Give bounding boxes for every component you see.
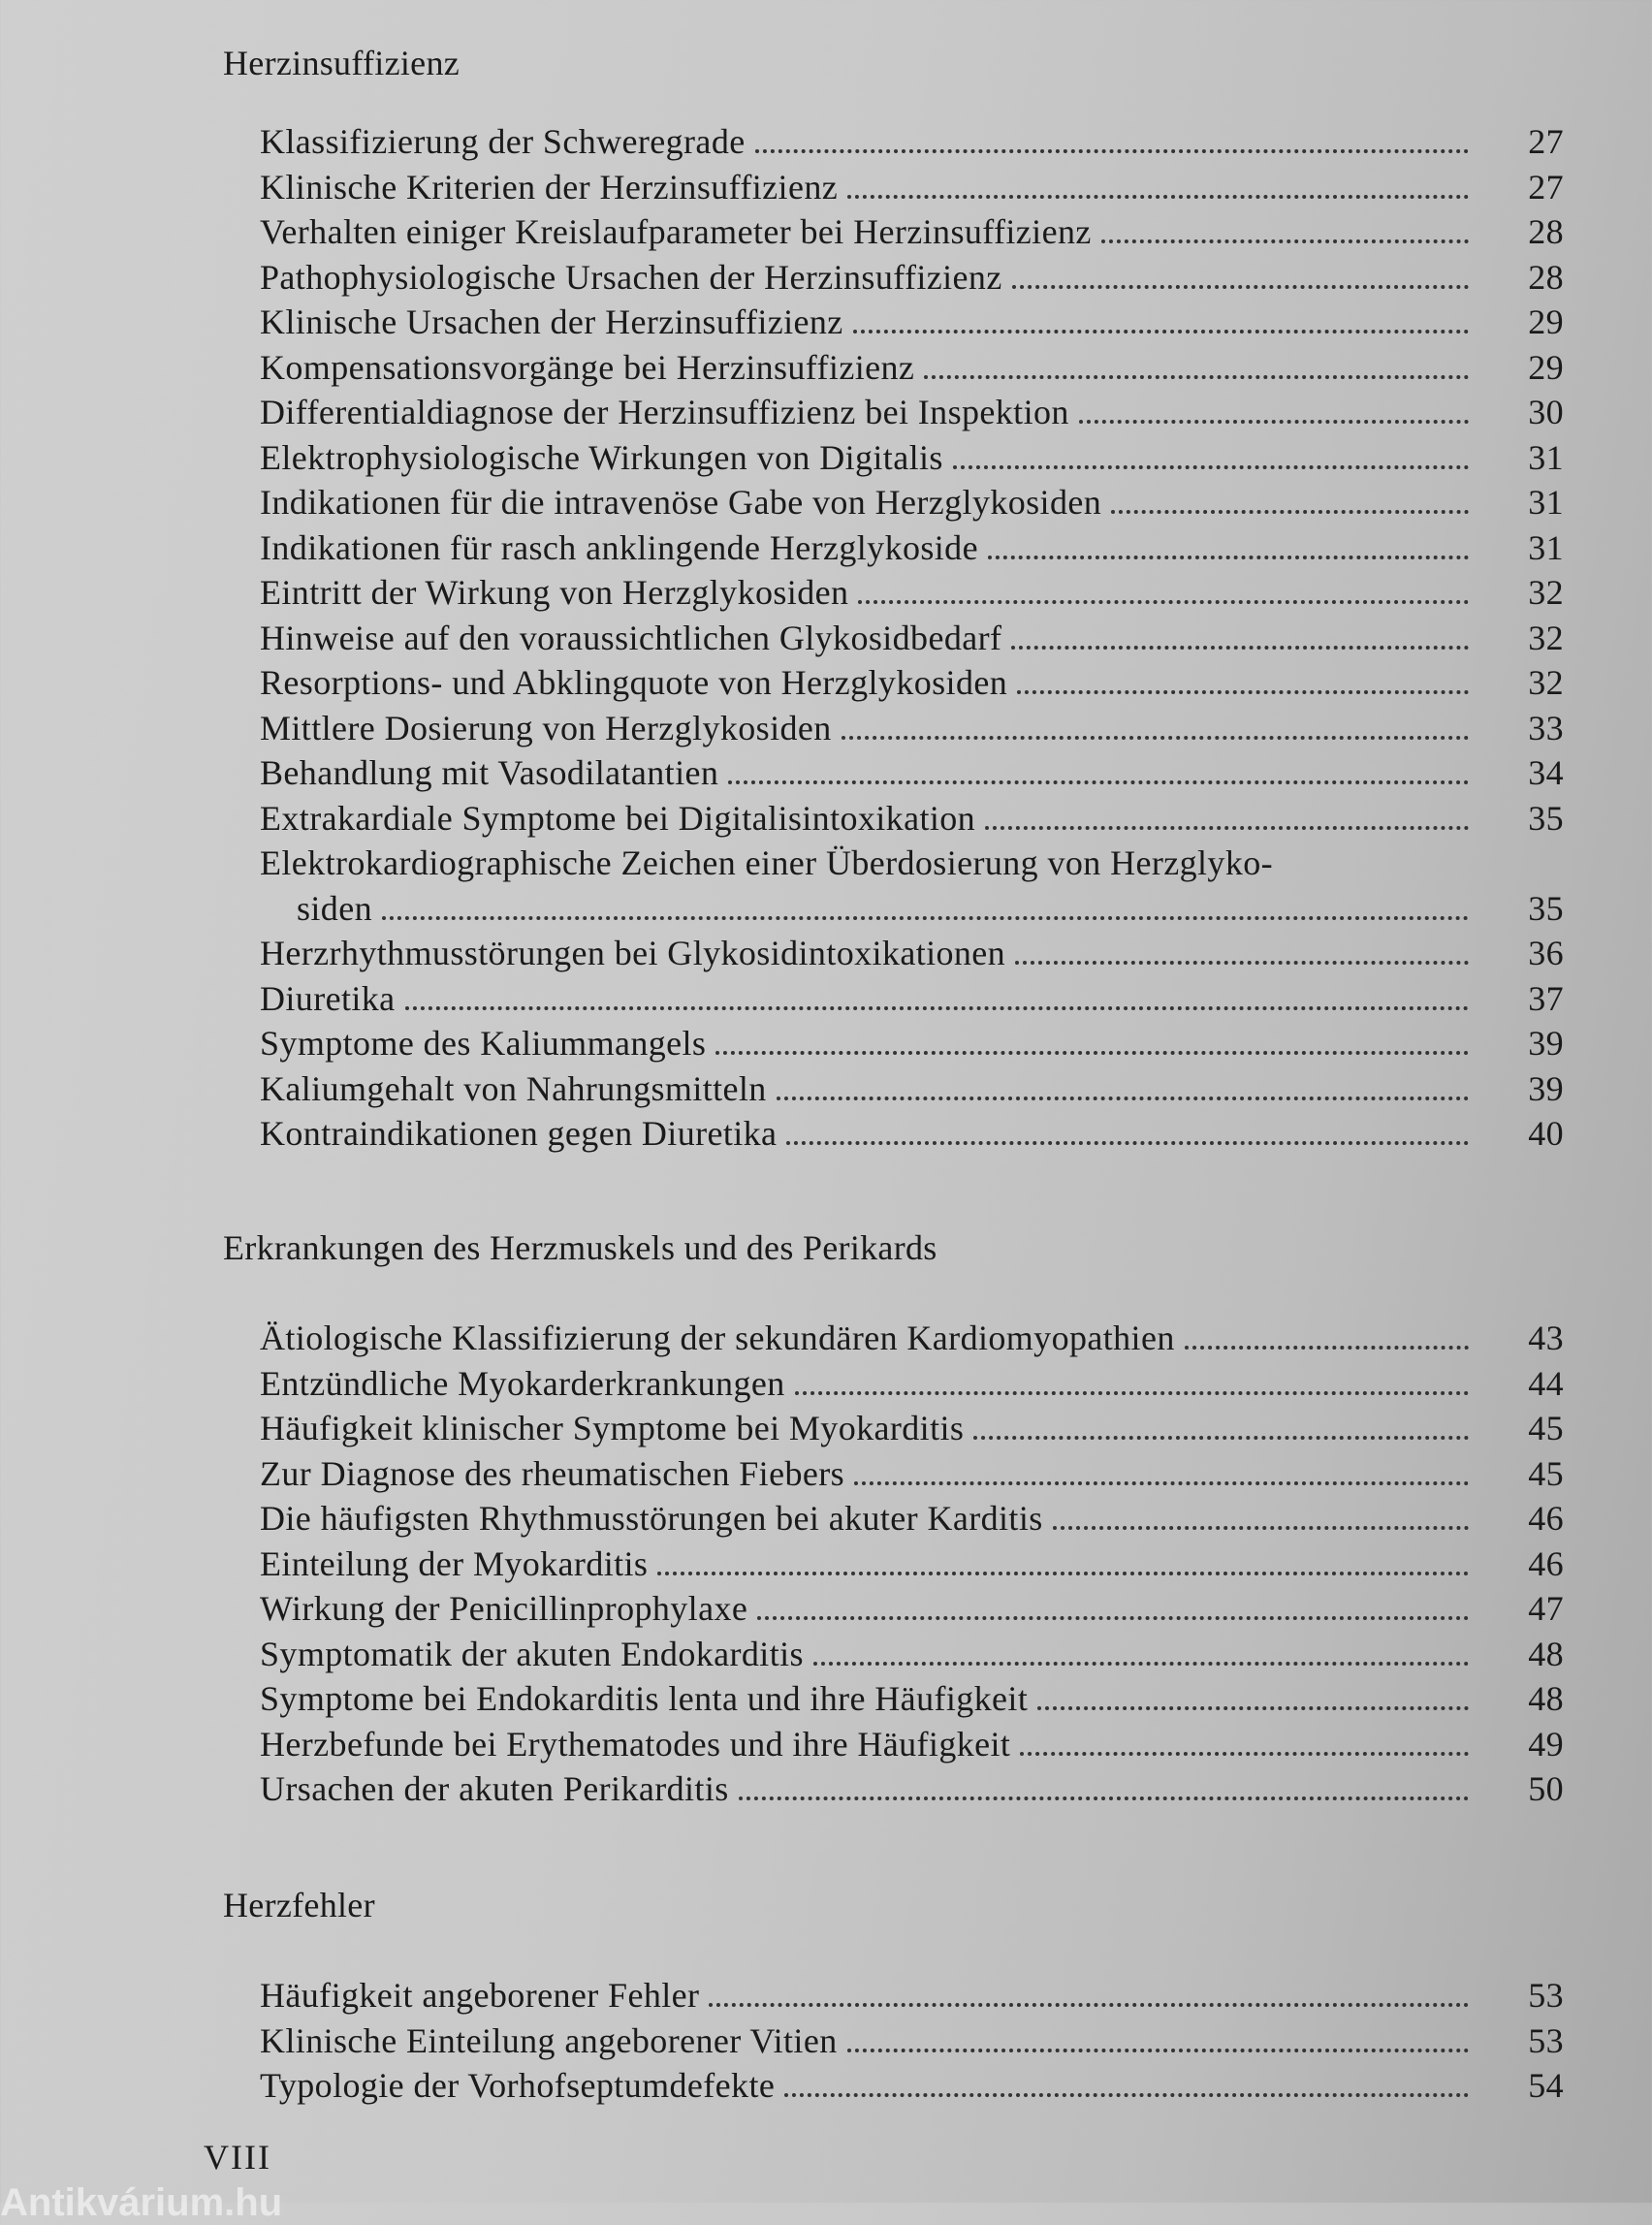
toc-entry-label: Mittlere Dosierung von Herzglykosiden (260, 708, 832, 747)
toc-entry (260, 1363, 1564, 1409)
dot-leader (924, 375, 1469, 379)
toc-entry-page: 46 (1528, 1543, 1564, 1583)
toc-entry (260, 1113, 1564, 1159)
toc-entry-page: 48 (1528, 1634, 1564, 1673)
toc-entry-page: 35 (1528, 888, 1564, 928)
dot-leader (988, 556, 1469, 559)
toc-entry-page: 32 (1528, 663, 1564, 702)
toc-entry (260, 618, 1564, 663)
dot-leader (853, 330, 1469, 334)
toc-entry-page: 40 (1528, 1114, 1564, 1153)
toc-entry-label: Entzündliche Myokarderkrankungen (260, 1363, 785, 1403)
dot-leader (777, 1097, 1469, 1100)
toc-entry (260, 933, 1564, 978)
toc-entry-label: Häufigkeit angeborener Fehler (260, 1976, 700, 2015)
toc-entry (260, 167, 1564, 212)
toc-entry-page: 45 (1528, 1453, 1564, 1493)
dot-leader (847, 195, 1469, 199)
toc-entry-label: Pathophysiologische Ursachen der Herzinsuffizienz (260, 257, 1002, 297)
toc-entry-page: 39 (1528, 1024, 1564, 1063)
toc-entry-label: Klassifizierung der Schweregrade (260, 122, 746, 161)
toc-entry-label: Zur Diagnose des rheumatischen Fiebers (260, 1453, 845, 1493)
toc-entry-label: Indikationen für die intravenöse Gabe von Herzglykosiden (260, 483, 1102, 522)
toc-entry (260, 211, 1564, 257)
section-title-herzfehler: Herzfehler (223, 1886, 375, 1924)
toc-entry-label-cont: siden (297, 888, 372, 928)
toc-entry-continuation (260, 888, 1564, 934)
toc-entry-label: Symptome des Kaliummangels (260, 1024, 707, 1063)
toc-entry (260, 302, 1564, 347)
dot-leader (405, 1006, 1469, 1010)
toc-entry-label: Ätiologische Klassifizierung der sekundären Kardiomyopathien (260, 1319, 1175, 1357)
section-title-herzinsuffizienz: Herzinsuffizienz (223, 44, 461, 82)
toc-entry (260, 752, 1564, 798)
toc-entry-page: 32 (1528, 573, 1564, 612)
dot-leader (739, 1796, 1469, 1800)
toc-entry-label: Ursachen der akuten Perikarditis (260, 1769, 729, 1808)
toc-entry (260, 1543, 1564, 1589)
dot-leader (1015, 961, 1469, 965)
dot-leader (786, 1141, 1469, 1145)
dot-leader (1053, 1526, 1469, 1530)
dot-leader (854, 1481, 1469, 1485)
toc-entry-label: Eintritt der Wirkung von Herzglykosiden (260, 573, 849, 612)
toc-entry (260, 978, 1564, 1024)
toc-entry-label: Kompensationsvorgänge bei Herzinsuffizienz (260, 347, 915, 387)
toc-entry (260, 1408, 1564, 1453)
dot-leader (657, 1572, 1469, 1575)
toc-entry (260, 527, 1564, 573)
toc-entry-page: 29 (1528, 347, 1564, 387)
toc-entry (260, 257, 1564, 302)
toc-entry-label: Symptome bei Endokarditis lenta und ihre Häufigkeit (260, 1679, 1029, 1718)
toc-entry-page: 31 (1528, 437, 1564, 477)
section-title-herzmuskel: Erkrankungen des Herzmuskels und des Perikards (223, 1228, 937, 1267)
toc-entry-page: 27 (1528, 167, 1564, 207)
toc-entry-page: 39 (1528, 1068, 1564, 1108)
toc-entry-label: Elektrokardiographische Zeichen einer Überdosierung von Herzglyko- (260, 843, 1274, 882)
toc-entry (260, 798, 1564, 843)
toc-entry-page: 36 (1528, 934, 1564, 972)
toc-entry-label: Verhalten einiger Kreislaufparameter bei Herzinsuffizienz (260, 212, 1092, 251)
toc-entry (260, 1975, 1564, 2020)
dot-leader (757, 1616, 1469, 1620)
toc-entry-label: Klinische Kriterien der Herzinsuffizienz (260, 167, 839, 207)
toc-entry (260, 1678, 1564, 1724)
dot-leader (847, 2049, 1469, 2052)
toc-entry-page: 32 (1528, 618, 1564, 657)
toc-entry-label: Resorptions- und Abklingquote von Herzglykosiden (260, 663, 1008, 702)
toc-entry-label: Kaliumgehalt von Nahrungsmitteln (260, 1068, 767, 1108)
toc-entry-page: 53 (1528, 1976, 1564, 2015)
toc-entry-page: 35 (1528, 798, 1564, 838)
dot-leader (715, 1051, 1469, 1055)
toc-entry-label: Die häufigsten Rhythmusstörungen bei akuter Karditis (260, 1499, 1043, 1538)
toc-entry-label: Hinweise auf den voraussichtlichen Glykosidbedarf (260, 618, 1002, 657)
toc-entry-page: 29 (1528, 302, 1564, 341)
toc-entry-page: 30 (1528, 393, 1564, 431)
toc-entry (260, 2065, 1564, 2111)
toc-entry-label: Diuretika (260, 978, 396, 1018)
toc-entry (260, 1068, 1564, 1114)
toc-entry-label: Indikationen für rasch anklingende Herzglykoside (260, 527, 978, 567)
toc-entry-label: Klinische Ursachen der Herzinsuffizienz (260, 302, 843, 341)
toc-entry-page: 34 (1528, 753, 1564, 792)
dot-leader (858, 600, 1469, 604)
dot-leader (1185, 1346, 1469, 1350)
toc-entry-page: 49 (1528, 1724, 1564, 1764)
toc-entry (260, 572, 1564, 618)
dot-leader (842, 736, 1469, 740)
toc-entry (260, 437, 1564, 483)
toc-entry-page: 28 (1528, 212, 1564, 251)
toc-entry (260, 1634, 1564, 1679)
toc-entry (260, 482, 1564, 527)
dot-leader (1011, 646, 1469, 650)
toc-entry-page: 37 (1528, 978, 1564, 1018)
toc-entry (260, 1498, 1564, 1543)
toc-entry-page: 33 (1528, 708, 1564, 747)
dot-leader (973, 1436, 1469, 1440)
toc-entry-label: Extrakardiale Symptome bei Digitalisintoxikation (260, 798, 976, 838)
dot-leader (728, 780, 1469, 784)
toc-entry (260, 347, 1564, 393)
toc-entry-label: Differentialdiagnose der Herzinsuffizienz bei Inspektion (260, 393, 1069, 431)
dot-leader (755, 149, 1469, 153)
toc-entry (260, 1588, 1564, 1634)
dot-leader (709, 2003, 1469, 2007)
toc-list-herzfehler (260, 1975, 1564, 2111)
toc-entry-label: Symptomatik der akuten Endokarditis (260, 1634, 804, 1673)
toc-entry-page: 50 (1528, 1769, 1564, 1808)
toc-entry (260, 2020, 1564, 2066)
toc-entry-page: 31 (1528, 527, 1564, 567)
toc-entry (260, 1724, 1564, 1769)
toc-entry-label: Kontraindikationen gegen Diuretika (260, 1114, 778, 1153)
toc-entry-label: Herzrhythmusstörungen bei Glykosidintoxikationen (260, 934, 1006, 972)
dot-leader (1111, 510, 1469, 514)
toc-entry (260, 1318, 1564, 1363)
toc-entry (260, 392, 1564, 437)
toc-entry-page: 44 (1528, 1363, 1564, 1403)
dot-leader (382, 916, 1469, 920)
dot-leader (1101, 239, 1469, 243)
dot-leader (1037, 1706, 1469, 1710)
page-number: VIII (204, 2138, 271, 2177)
toc-entry (260, 1023, 1564, 1068)
dot-leader (784, 2093, 1469, 2097)
toc-entry-label: Klinische Einteilung angeborener Vitien (260, 2020, 838, 2060)
toc-entry-page: 46 (1528, 1499, 1564, 1538)
toc-entry-label: Häufigkeit klinischer Symptome bei Myokarditis (260, 1409, 965, 1447)
toc-list-herzinsuffizienz (260, 121, 1564, 1159)
toc-entry-page: 27 (1528, 122, 1564, 161)
toc-entry-page: 47 (1528, 1589, 1564, 1628)
toc-entry-page: 54 (1528, 2066, 1564, 2105)
dot-leader (985, 826, 1469, 830)
toc-entry-page: 48 (1528, 1679, 1564, 1718)
toc-entry (260, 1453, 1564, 1499)
toc-entry-label: Einteilung der Myokarditis (260, 1543, 649, 1583)
toc-entry-label: Elektrophysiologische Wirkungen von Digitalis (260, 437, 943, 477)
dot-leader (1079, 420, 1469, 424)
toc-entry (260, 121, 1564, 167)
toc-entry-page: 45 (1528, 1409, 1564, 1447)
toc-entry-label: Typologie der Vorhofseptumdefekte (260, 2066, 776, 2105)
toc-entry (260, 842, 1564, 888)
dot-leader (1012, 285, 1469, 289)
watermark: Antikvárium.hu (0, 2181, 283, 2224)
dot-leader (795, 1391, 1469, 1395)
dot-leader (953, 465, 1469, 469)
toc-entry-label: Herzbefunde bei Erythematodes und ihre Häufigkeit (260, 1724, 1011, 1764)
toc-entry (260, 708, 1564, 753)
dot-leader (813, 1662, 1469, 1666)
dot-leader (1017, 690, 1469, 694)
dot-leader (1020, 1752, 1469, 1756)
toc-entry-page: 28 (1528, 257, 1564, 297)
toc-entry (260, 662, 1564, 708)
toc-entry-label: Wirkung der Penicillinprophylaxe (260, 1589, 748, 1628)
toc-list-herzmuskel (260, 1318, 1564, 1814)
toc-entry-page: 31 (1528, 483, 1564, 522)
toc-entry-page: 43 (1528, 1319, 1564, 1357)
toc-entry-page: 53 (1528, 2020, 1564, 2060)
toc-entry-label: Behandlung mit Vasodilatantien (260, 753, 719, 792)
toc-entry (260, 1768, 1564, 1814)
